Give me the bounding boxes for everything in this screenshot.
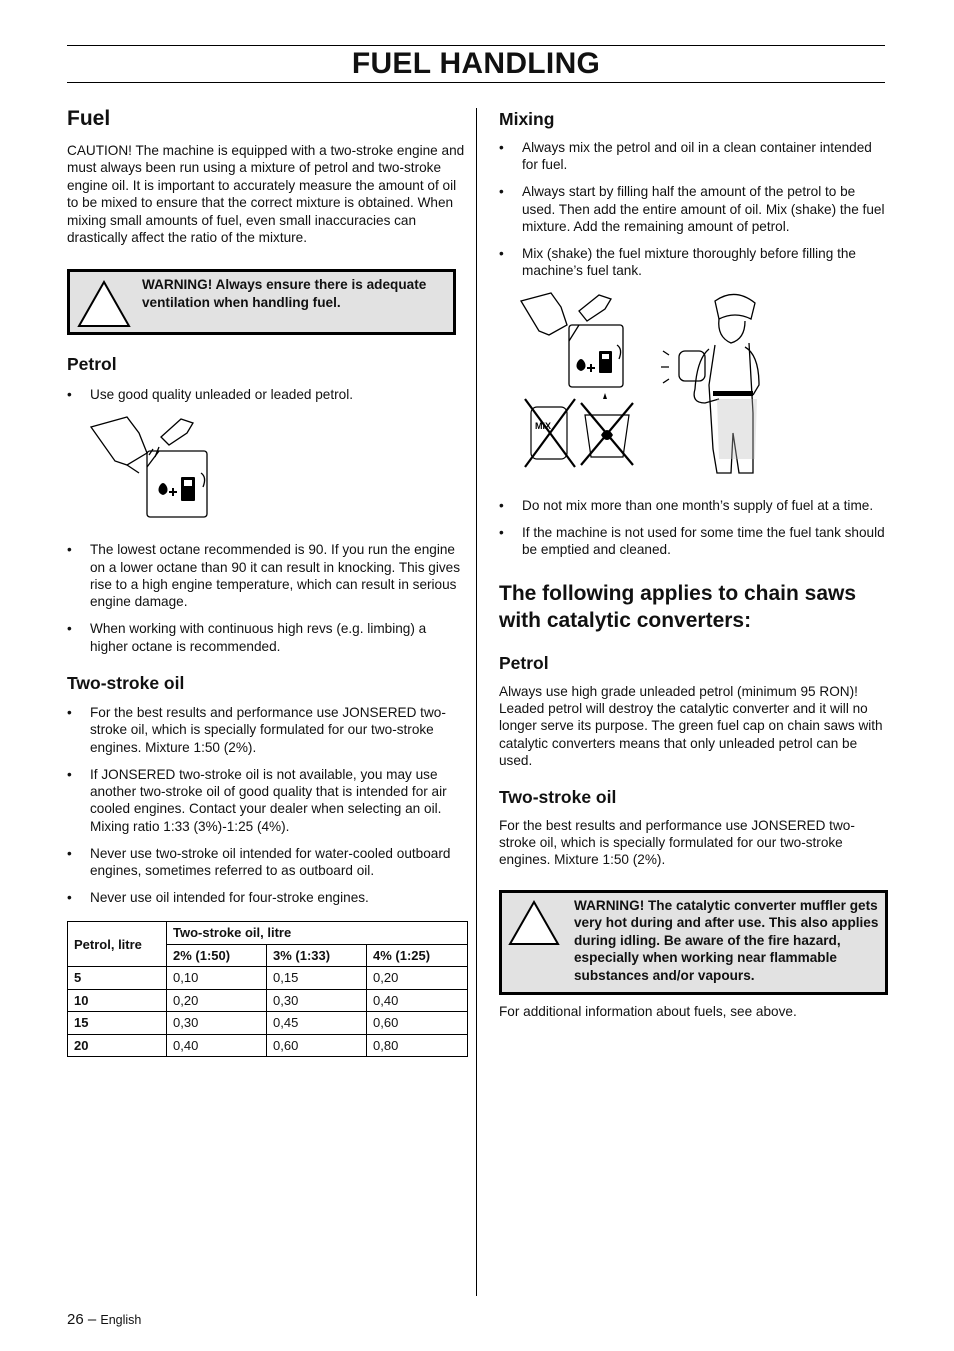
table-cell: 15 — [68, 1012, 167, 1035]
mixing-bullet-list — [499, 139, 889, 280]
two-stroke-oil-heading: Two-stroke oil — [67, 673, 185, 694]
catalytic-oil-heading: Two-stroke oil — [499, 786, 617, 807]
list-item: • Always mix the petrol and oil in a clean container intended for fuel. — [499, 140, 872, 173]
column-divider — [476, 108, 477, 1296]
table-header-ratio: 2% (1:50) — [167, 944, 267, 967]
catalytic-petrol-heading: Petrol — [499, 652, 549, 673]
table-cell: 0,10 — [167, 967, 267, 990]
page-number: 26 — [67, 1311, 84, 1328]
fuel-heading: Fuel — [67, 107, 111, 130]
table-header-oil: Two-stroke oil, litre — [167, 922, 468, 945]
table-cell: 0,20 — [367, 967, 468, 990]
table-header-ratio: 3% (1:33) — [267, 944, 367, 967]
table-header-ratio: 4% (1:25) — [367, 944, 468, 967]
left-column — [67, 106, 467, 1057]
catalytic-heading: The following applies to chain saws with catalytic converters: — [499, 581, 857, 632]
table-header-row — [68, 922, 468, 945]
table-cell: 0,15 — [267, 967, 367, 990]
catalytic-oil-text: For the best results and performance use JONSERED two-stroke oil, which is specially formulated for our two-stroke engines. Mixture 1:50 (2%). — [499, 817, 855, 868]
petrol-bullet-list — [67, 386, 467, 403]
warning-triangle-icon — [76, 279, 132, 329]
additional-info-text: For additional information about fuels, see above. — [499, 1003, 797, 1019]
table-cell: 5 — [68, 967, 167, 990]
footer-dash: – — [87, 1311, 97, 1328]
footer-language: English — [100, 1313, 142, 1327]
petrol-can-illustration — [89, 413, 219, 521]
table-row — [68, 1034, 468, 1057]
warning-triangle-icon — [507, 899, 561, 947]
petrol-heading: Petrol — [67, 354, 117, 375]
table-cell: 0,30 — [267, 989, 367, 1012]
right-column — [499, 108, 889, 1034]
list-item: • Never use oil intended for four-stroke engines. — [67, 889, 369, 905]
table-cell: 0,20 — [167, 989, 267, 1012]
list-item: • Mix (shake) the fuel mixture thoroughly before filling the machine’s fuel tank. — [499, 245, 856, 279]
list-item: • Use good quality unleaded or leaded petrol. — [67, 387, 354, 403]
mix-can-label: MIX — [535, 421, 552, 432]
catalytic-warning-text: WARNING! The catalytic converter muffler gets very hot during and after use. This also applies during idling. Be aware of the fire hazard, especially when working near flammable substances and/or vapours. — [574, 897, 879, 983]
table-cell: 10 — [68, 989, 167, 1012]
catalytic-warning-box — [499, 890, 888, 995]
table-cell: 0,60 — [367, 1012, 468, 1035]
list-item: • If JONSERED two-stroke oil is not available, you may use another two-stroke oil of good quality that is intended for air cooled engines. Contact your dealer when selecting an oil. Mixing ratio 1:33 (3%)-1:25 (4%). — [67, 766, 447, 834]
table-cell: 0,80 — [367, 1034, 468, 1057]
list-item: • Do not mix more than one month’s supply of fuel at a time. — [499, 498, 874, 514]
page-title: FUEL HANDLING — [351, 47, 601, 80]
mixing-heading: Mixing — [499, 109, 555, 129]
table-row — [68, 967, 468, 990]
list-item: • When working with continuous high revs (e.g. limbing) a higher octane is recommended. — [67, 621, 427, 654]
octane-bullet-list — [67, 541, 467, 655]
list-item: • The lowest octane recommended is 90. If you run the engine on a lower octane than 90 it can result in knocking. This gives rise to a high engine temperature, which can result in serious engine damage. — [67, 542, 461, 610]
table-cell: 20 — [68, 1034, 167, 1057]
ventilation-warning-text: WARNING! Always ensure there is adequate ventilation when handling fuel. — [142, 277, 427, 310]
page-footer — [67, 1311, 141, 1329]
table-cell: 0,30 — [167, 1012, 267, 1035]
table-cell: 0,60 — [267, 1034, 367, 1057]
catalytic-petrol-text: Always use high grade unleaded petrol (minimum 95 RON)! Leaded petrol will destroy the catalytic converter and it will no longer serve its purpose. The green fuel cap on chain saws with catalytic converters means that only unleaded petrol can be used. — [499, 683, 883, 769]
fuel-mix-table — [67, 921, 468, 1057]
mixing-illustration — [519, 289, 799, 489]
list-item: • For the best results and performance use JONSERED two-stroke oil, which is specially formulated for our two-stroke engines. Mixture 1:50 (2%). — [67, 705, 446, 755]
table-row — [68, 1012, 468, 1035]
table-header-petrol: Petrol, litre — [68, 922, 167, 967]
fuel-caution-text: CAUTION! The machine is equipped with a two-stroke engine and must always been run using a mixture of petrol and two-stroke engine oil. It is important to accurately measure the amount of oil to be mixed to ensure that the correct mixture is obtained. When mixing small amounts of fuel, even small inaccuracies can drastically affect the ratio of the mixture. — [67, 143, 465, 246]
ventilation-warning-box — [67, 269, 456, 335]
list-item: • If the machine is not used for some time the fuel tank should be emptied and cleaned. — [499, 524, 885, 558]
table-cell: 0,40 — [167, 1034, 267, 1057]
list-item: • Always start by filling half the amount of the petrol to be used. Then add the entire amount of oil. Mix (shake) the fuel mixture. Add the remaining amount of petrol. — [499, 184, 885, 235]
list-item: • Never use two-stroke oil intended for water-cooled outboard engines, sometimes referred to as outboard oil. — [67, 845, 451, 879]
table-cell: 0,45 — [267, 1012, 367, 1035]
table-row — [68, 989, 468, 1012]
oil-bullet-list — [67, 704, 467, 906]
table-cell: 0,40 — [367, 989, 468, 1012]
page-header — [67, 45, 885, 83]
mixing-bullet-list-2 — [499, 497, 889, 559]
